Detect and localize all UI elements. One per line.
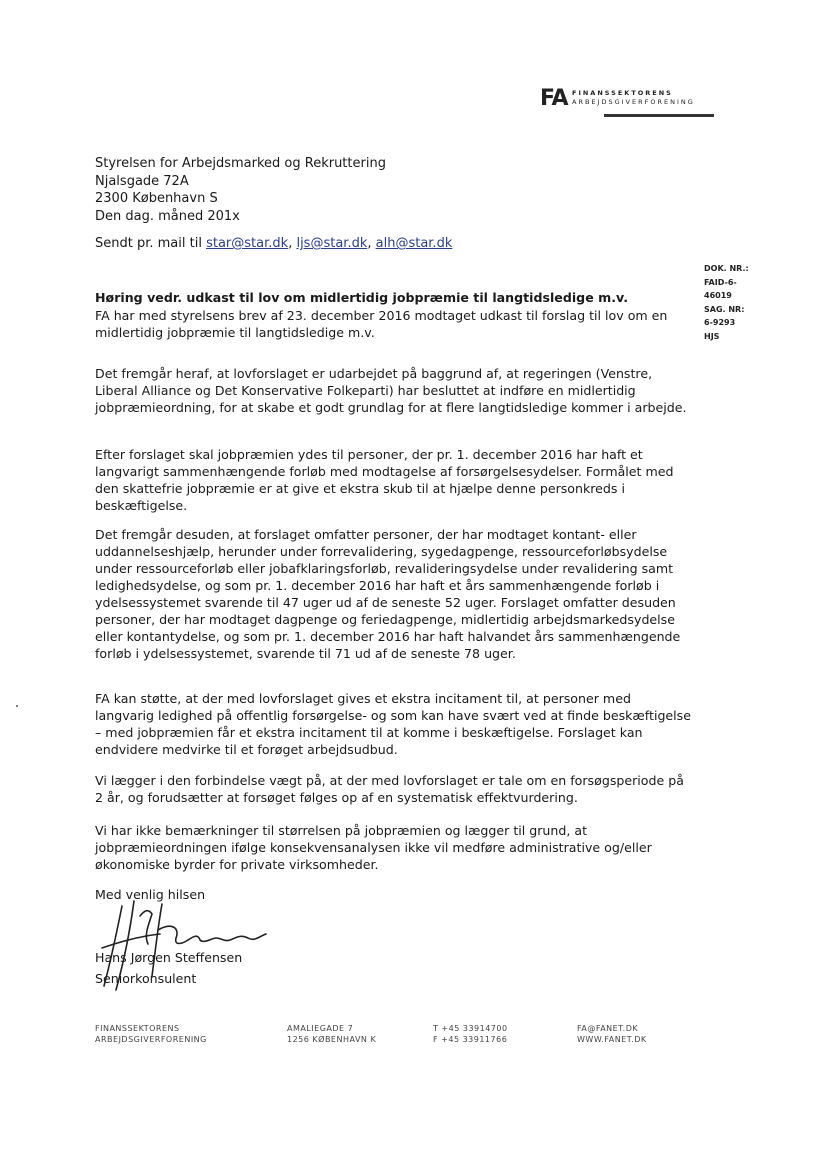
recipient-line-1: Styrelsen for Arbejdsmarked og Rekruttering: [95, 156, 386, 171]
sag-label: SAG. NR:: [704, 304, 745, 314]
footer-org-line-1: FINANSSEKTORENS: [95, 1024, 180, 1033]
footer-email: FA@FANET.DK: [577, 1024, 639, 1033]
sag-value: 6-9293: [704, 318, 736, 327]
closing-greeting: Med venlig hilsen: [95, 887, 206, 902]
email-link-3[interactable]: alh@star.dk: [375, 236, 453, 251]
email-link-1[interactable]: star@star.dk: [206, 236, 289, 251]
footer-web: [577, 1023, 647, 1045]
paragraph-2: Det fremgår heraf, at lovforslaget er udarbejdet på baggrund af, at regeringen (Venstre, Liberal Alliance og Det Konservative Folkeparti) har besluttet at indføre en midlertidig jobpræmieordning, for at skabe et godt grundlag for at flere langtidsledige kommer i arbejde.: [95, 366, 687, 415]
subject-heading: Høring vedr. udkast til lov om midlertidig jobpræmie til langtidsledige m.v.: [95, 290, 628, 305]
sent-line: [95, 236, 452, 251]
separator: ,: [367, 236, 376, 251]
paragraph-1: FA har med styrelsens brev af 23. december 2016 modtaget udkast til forslag til lov om en midlertidig jobpræmie til langtidsledige m.v.: [95, 308, 668, 340]
footer-address-line-1: AMALIEGADE 7: [287, 1024, 354, 1033]
signer-title: Seniorkonsulent: [95, 971, 197, 986]
recipient-address: [95, 155, 386, 225]
footer-phone: [433, 1023, 508, 1045]
email-link-2[interactable]: ljs@star.dk: [296, 236, 368, 251]
logo-mark: FA: [540, 86, 568, 111]
logo-line-1: FINANSSEKTORENS: [572, 89, 673, 97]
paragraph-4: Det fremgår desuden, at forslaget omfatter personer, der har modtaget kontant- eller uddannelseshjælp, herunder under forrevalidering, sygedagpenge, ressourceforløbsydelse under ressourceforløb eller jobafklaringsforløb, revalideringsydelse under revalidering samt ledighedsydelse, og som pr. 1. december 2016 har haft et års sammenhængende forløb i ydelsessystemet svarende til 47 uger ud af de seneste 52 uger. Forslaget omfatter desuden personer, der har modtaget dagpenge og feriedagpenge, midlertidig arbejdsmarkedsydelse eller kontantydelse, og som pr. 1. december 2016 har haft halvandet års sammenhængende forløb i ydelsessystemet, svarende til 71 ud af de seneste 78 uger.: [95, 527, 681, 661]
fa-logo: [540, 84, 715, 126]
footer-fax: F +45 33911766: [433, 1035, 508, 1044]
dok-value-1: FAID-6-: [704, 277, 737, 287]
sent-prefix: Sendt pr. mail til: [95, 236, 202, 251]
handwritten-signature: [82, 886, 282, 996]
separator: ,: [288, 236, 297, 251]
reference-block: [704, 262, 749, 343]
paragraph-5: FA kan støtte, at der med lovforslaget gives et ekstra incitament til, at personer med langvarig ledighed på offentlig forsørgelse- og som kan have svært ved at finde beskæftigelse – med jobpræmien får et ekstra incitament til at komme i beskæftigelse. Forslaget kan endvidere medvirke til et forøget arbejdsudbud.: [95, 691, 691, 757]
logo-underline: [604, 114, 714, 117]
logo-line-2: ARBEJDSGIVERFORENING: [572, 98, 695, 106]
recipient-line-3: 2300 København S: [95, 191, 218, 206]
footer-address-line-2: 1256 KØBENHAVN K: [287, 1035, 377, 1044]
recipient-date: Den dag. måned 201x: [95, 208, 240, 224]
footer-website: WWW.FANET.DK: [577, 1035, 647, 1044]
paragraph-3: Efter forslaget skal jobpræmien ydes til personer, der pr. 1. december 2016 har haft et langvarigt sammenhængende forløb med modtagelse af forsørgelsesydelser. Formålet med den skattefrie jobpræmie er at give et ekstra skub til at hjælpe denne personkreds i beskæftigelse.: [95, 447, 674, 513]
scan-speck: [16, 705, 18, 707]
initials: HJS: [704, 331, 720, 341]
dok-value-2: 46019: [704, 291, 732, 300]
footer-org-line-2: ARBEJDSGIVERFORENING: [95, 1035, 207, 1044]
footer-address: [287, 1023, 376, 1045]
footer-telephone: T +45 33914700: [433, 1024, 508, 1033]
footer-org: [95, 1023, 207, 1045]
dok-label: DOK. NR.:: [704, 264, 749, 273]
recipient-line-2: Njalsgade 72A: [95, 173, 189, 189]
signer-name: Hans Jørgen Steffensen: [95, 950, 243, 965]
paragraph-6: Vi lægger i den forbindelse vægt på, at der med lovforslaget er tale om en forsøgsperiode på 2 år, og forudsætter at forsøget følges op af en systematisk effektvurdering.: [95, 773, 684, 805]
paragraph-7: Vi har ikke bemærkninger til størrelsen på jobpræmien og lægger til grund, at jobpræmieordningen ifølge konsekvensanalysen ikke vil medføre administrative og/eller økonomiske byrder for private virksomheder.: [95, 823, 652, 872]
